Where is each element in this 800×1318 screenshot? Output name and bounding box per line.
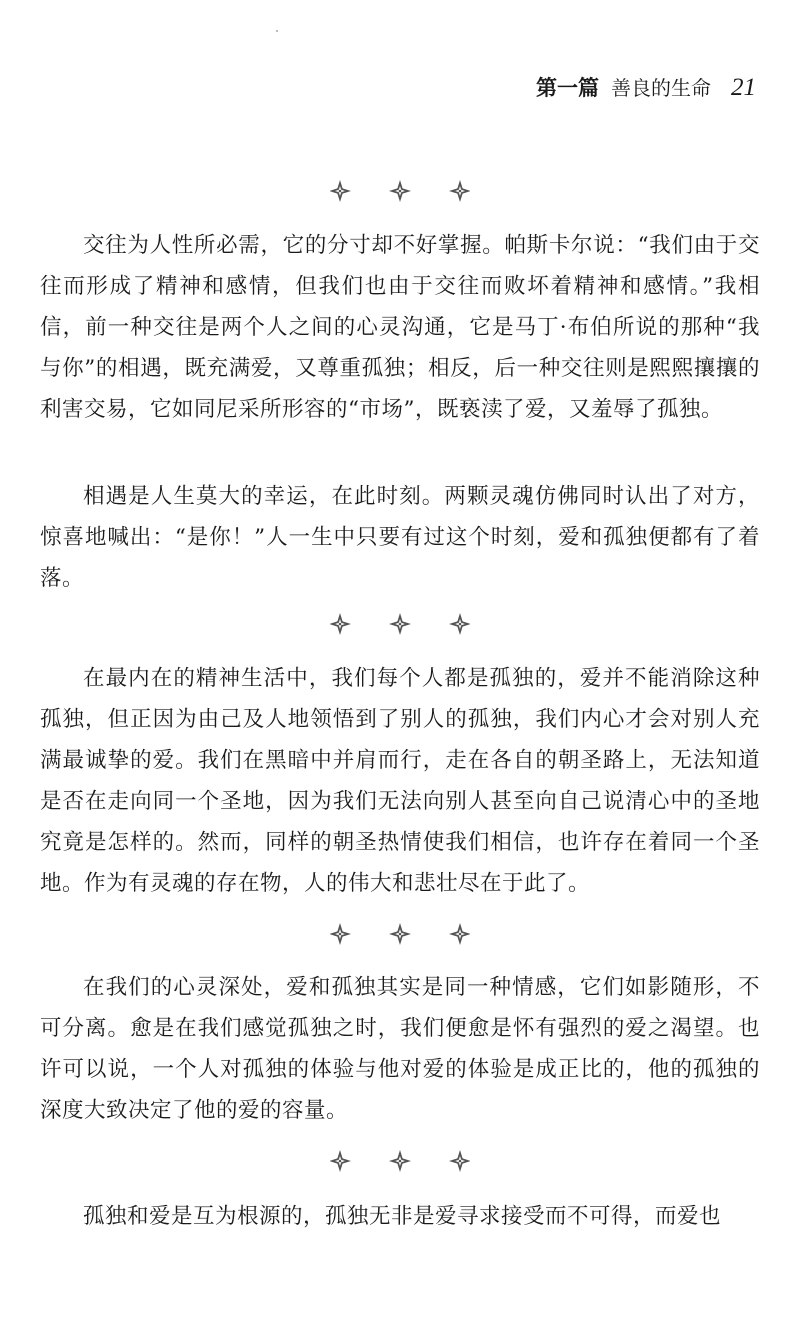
print-mark (276, 30, 278, 32)
paragraph: 相遇是人生莫大的幸运，在此时刻。两颗灵魂仿佛同时认出了对方，惊喜地喊出：“是你！”人一生中只要有过这个时刻，爱和孤独便都有了着落。 (40, 484, 760, 591)
part-title: 第一篇 (536, 76, 599, 100)
section-divider (0, 611, 800, 637)
running-header (536, 72, 756, 106)
chapter-title: 善良的生命 (611, 76, 711, 100)
ornament-divider-icon (330, 611, 470, 637)
section-divider (0, 1148, 800, 1174)
section-divider (0, 921, 800, 947)
page-number: 21 (731, 74, 756, 101)
paragraph: 交往为人性所必需，它的分寸却不好掌握。帕斯卡尔说：“我们由于交往而形成了精神和感情，但我们也由于交往而败坏着精神和感情。”我相信，前一种交往是两个人之间的心灵沟通，它是马丁·布伯所说的那种“我与你”的相遇，既充满爱，又尊重孤独；相反，后一种交往则是熙熙攘攘的利害交易，它如同尼采所形容的“市场”，既亵渎了爱，又羞辱了孤独。 (40, 233, 760, 422)
paragraph: 在我们的心灵深处，爱和孤独其实是同一种情感，它们如影随形，不可分离。愈是在我们感觉孤独之时，我们便愈是怀有强烈的爱之渴望。也许可以说，一个人对孤独的体验与他对爱的体验是成正比的，他的孤独的深度大致决定了他的爱的容量。 (40, 975, 760, 1123)
paragraph: 在最内在的精神生活中，我们每个人都是孤独的，爱并不能消除这种孤独，但正因为由己及人地领悟到了别人的孤独，我们内心才会对别人充满最诚挚的爱。我们在黑暗中并肩而行，走在各自的朝圣路上，无法知道是否在走向同一个圣地，因为我们无法向别人甚至向自己说清心中的圣地究竟是怎样的。然而，同样的朝圣热情使我们相信，也许存在着同一个圣地。作为有灵魂的存在物，人的伟大和悲壮尽在于此了。 (40, 666, 760, 896)
paragraph: 孤独和爱是互为根源的，孤独无非是爱寻求接受而不可得，而爱也 (83, 1204, 722, 1229)
ornament-divider-icon (330, 921, 470, 947)
section-divider (0, 178, 800, 204)
ornament-divider-icon (330, 178, 470, 204)
ornament-divider-icon (330, 1148, 470, 1174)
